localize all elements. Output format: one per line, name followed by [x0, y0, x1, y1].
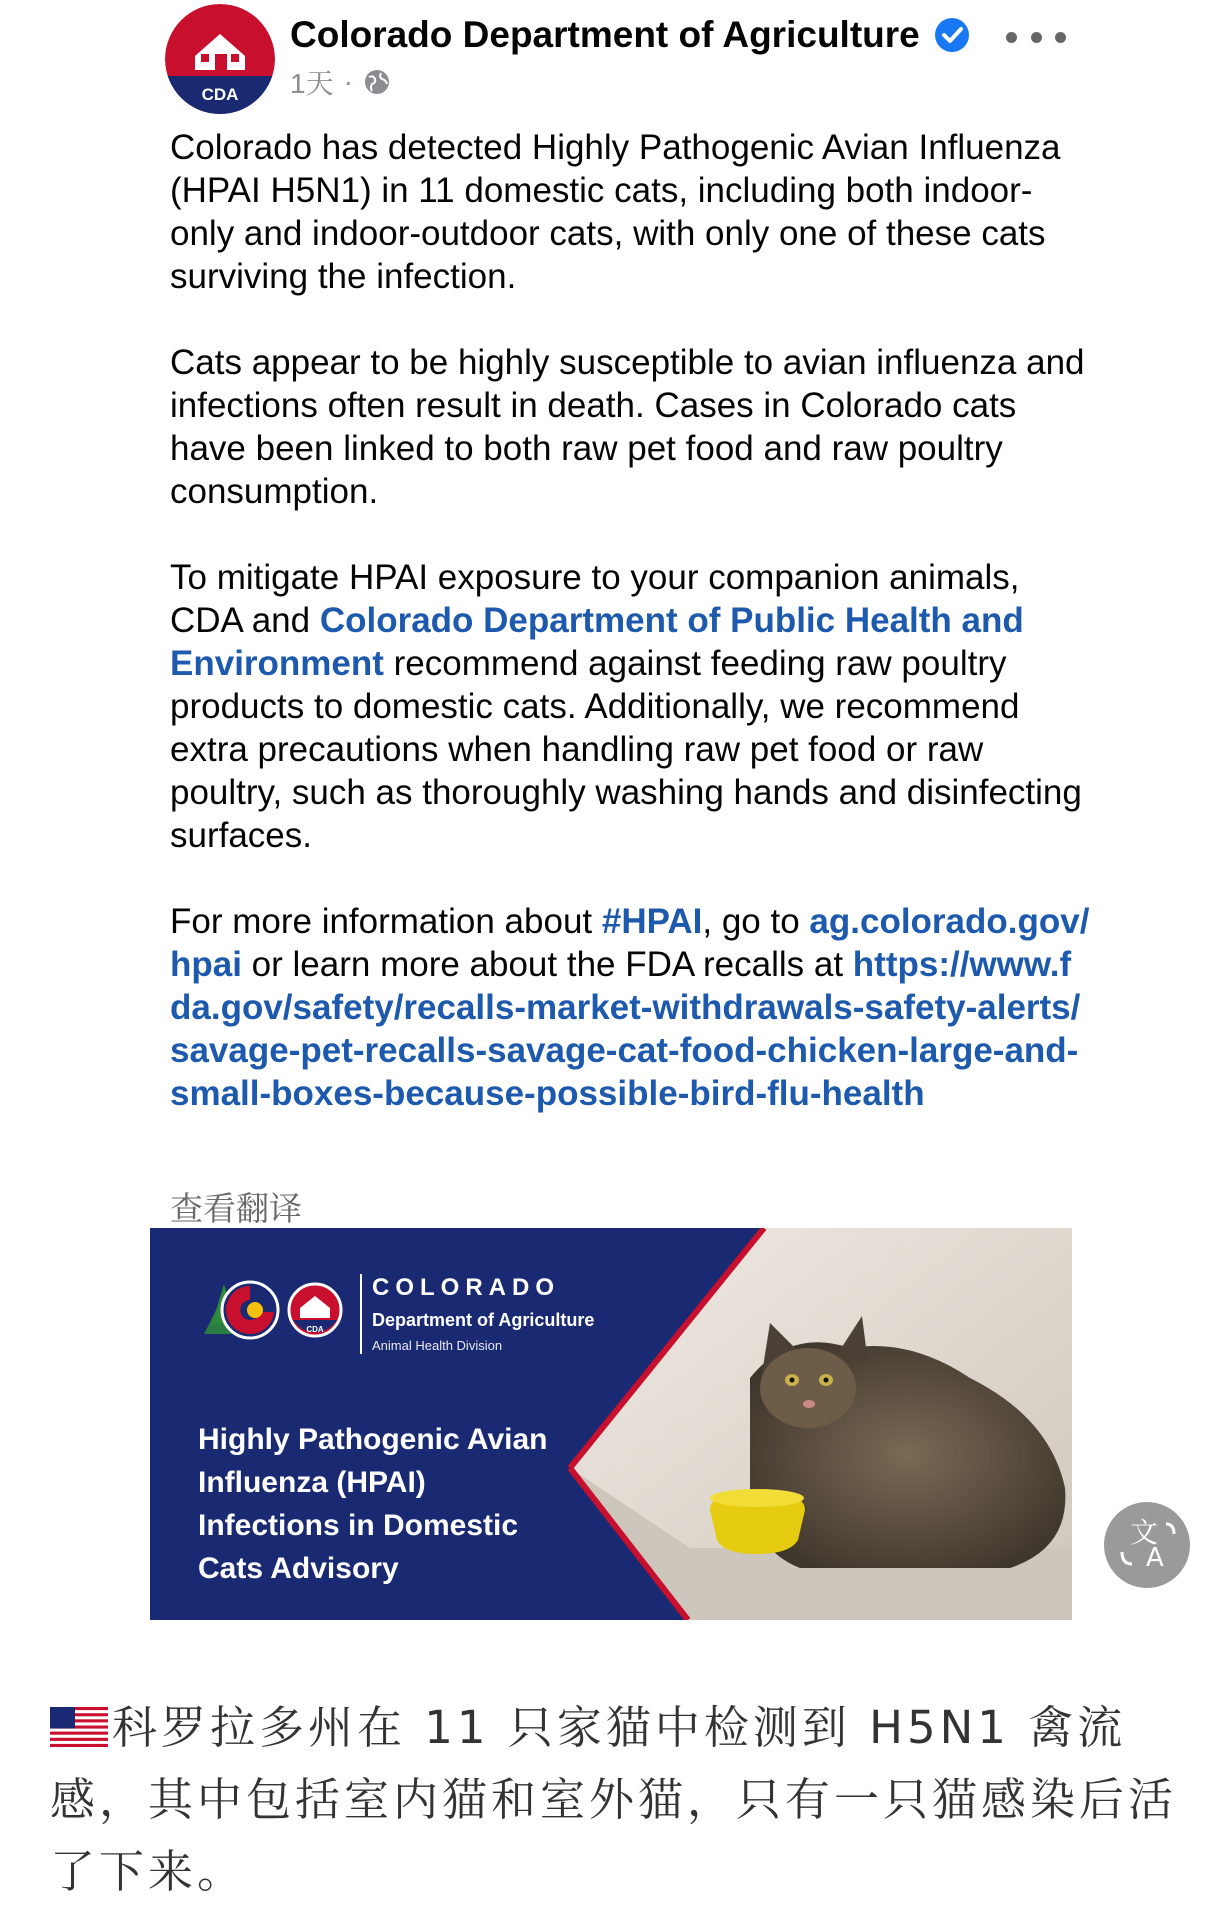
paragraph-text: recommend against feeding raw poultry products to domestic cats. Additionally, we recommend extra precautions when handling raw pet food or raw poultry, such as thoroughly washing hands and disinfecting surfaces.: [170, 644, 1082, 855]
translate-button[interactable]: [1104, 1502, 1190, 1588]
cdphe-link[interactable]: Colorado Department of Public Health and Environment: [170, 601, 1024, 683]
logo-badge-text: CDA: [306, 1325, 324, 1334]
verified-badge-icon: [934, 17, 970, 53]
page-name[interactable]: Colorado Department of Agriculture: [290, 14, 920, 55]
page-avatar[interactable]: [165, 4, 275, 114]
more-dot: [1055, 32, 1066, 43]
paragraph-text: To mitigate HPAI exposure to your companion animals, CDA and: [170, 558, 1020, 640]
fda-recall-link[interactable]: https://www.fda.gov/safety/recalls-market-withdrawals-safety-alerts/savage-pet-recalls-savage-cat-food-chicken-large-and-small-boxes-because-possible-bird-flu-health: [170, 945, 1081, 1113]
page-name-row[interactable]: [290, 14, 970, 56]
globe-icon: [363, 68, 391, 96]
paragraph-text: For more information about: [170, 902, 602, 941]
svg-text:A: A: [1146, 1543, 1164, 1573]
post-body: [170, 126, 1090, 1115]
paragraph-text: , go to: [702, 902, 810, 941]
post-paragraph-4: [170, 900, 1090, 1115]
post-meta: [290, 62, 391, 102]
avatar-text: CDA: [201, 85, 239, 104]
post-timestamp[interactable]: 1天: [290, 68, 334, 99]
ag-colorado-link[interactable]: ag.colorado.gov/hpai: [170, 902, 1090, 984]
us-flag-icon: [50, 1707, 108, 1747]
post-paragraph-3: [170, 556, 1090, 857]
logo-divider: [360, 1274, 362, 1354]
more-dot: [1031, 32, 1042, 43]
svg-text:文: 文: [1130, 1516, 1159, 1549]
more-dot: [1006, 32, 1017, 43]
more-options-icon[interactable]: [1006, 22, 1066, 52]
translate-icon: [1104, 1502, 1190, 1588]
see-translation-link[interactable]: 查看翻译: [170, 1190, 302, 1227]
card-brand-division: Animal Health Division: [372, 1338, 503, 1353]
caption-text: 科罗拉多州在 11 只家猫中检测到 H5N1 禽流感，其中包括室内猫和室外猫，只有一只猫感染后活了下来。: [50, 1701, 1178, 1898]
card-brand-department: Department of Agriculture: [372, 1310, 595, 1330]
card-headline: Highly Pathogenic Avian Influenza (HPAI) Infections in Domestic Cats Advisory: [198, 1423, 548, 1585]
caption: [50, 1692, 1190, 1908]
post-paragraph-2: Cats appear to be highly susceptible to avian influenza and infections often result in death. Cases in Colorado cats have been linked to both raw pet food and raw poultry consumption.: [170, 343, 1085, 511]
advisory-image-card[interactable]: [150, 1228, 1072, 1620]
meta-separator: ·: [343, 66, 353, 97]
paragraph-text: or learn more about the FDA recalls at: [241, 945, 853, 984]
colorado-logo: [198, 1272, 358, 1357]
card-brand-title: COLORADO: [372, 1274, 560, 1301]
post-paragraph-1: Colorado has detected Highly Pathogenic Avian Influenza (HPAI H5N1) in 11 domestic cats, including both indoor-only and indoor-outdoor cats, with only one of these cats surviving the infection.: [170, 128, 1061, 296]
hashtag-hpai[interactable]: #HPAI: [601, 902, 703, 941]
